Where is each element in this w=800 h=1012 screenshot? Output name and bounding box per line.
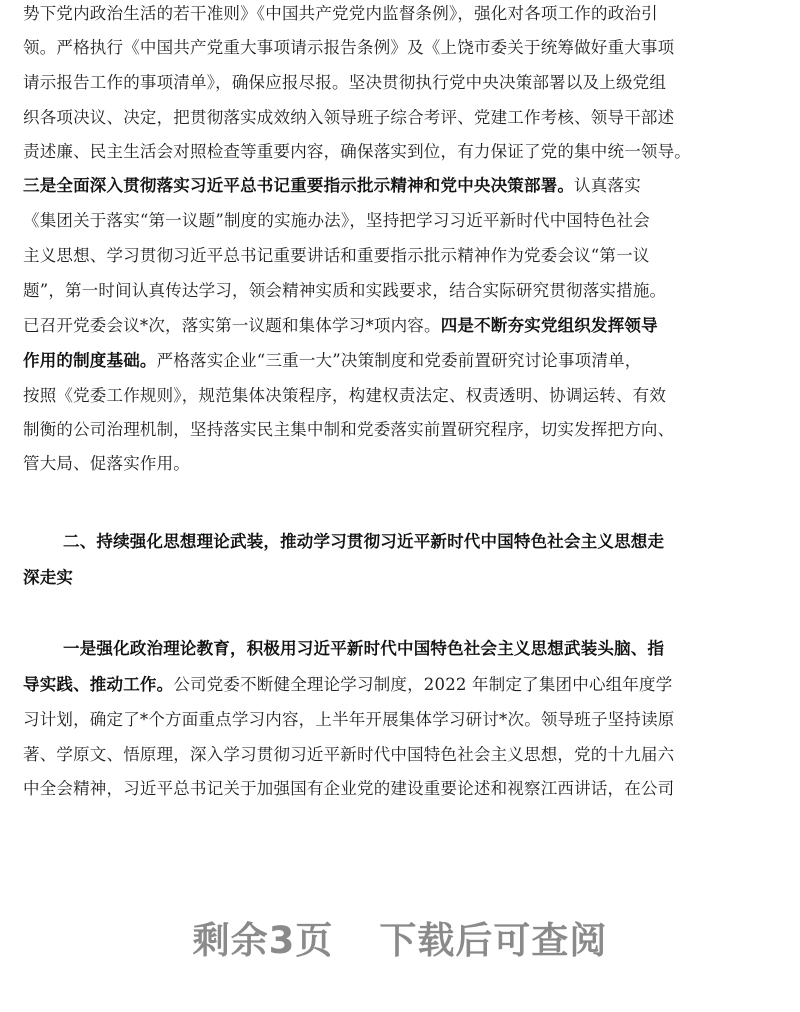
text-line: 织各项决议、决定，把贯彻落实成效纳入领导班子综合考评、党建工作考核、领导干部述 (23, 108, 675, 127)
text-line (63, 637, 664, 661)
bold-run: 一是强化政治理论教育，积极用习近平新时代中国特色社会主义思想武装头脑、指 (63, 639, 665, 658)
text-line: 主义思想、学习贯彻习近平总书记重要讲话和重要指示批示精神作为党委会议“第一议 (23, 246, 650, 265)
text-line: 中全会精神，习近平总书记关于加强国有企业党的建设重要论述和视察江西讲话，在公司 (23, 779, 675, 798)
text-line: 势下党内政治生活的若干准则》《中国共产党党内监督条例》，强化对各项工作的政治引 (23, 4, 658, 23)
text-line: 制衡的公司治理机制，坚持落实民主集中制和党委落实前置研究程序，切实发挥把方向、 (23, 420, 675, 439)
download-to-view-text: 下载后可查阅 (379, 919, 608, 962)
bold-run: 四是不断夯实党组织发挥领导 (440, 316, 658, 335)
text-line: 责述廉、民主生活会对照检查等重要内容，确保落实到位，有力保证了党的集中统一领导。 (23, 142, 691, 161)
bold-run: 三是全面深入贯彻落实习近平总书记重要指示批示精神和党中央决策部署。 (23, 176, 575, 195)
remaining-pages-text: 剩余3页 (192, 919, 334, 962)
text-line: 请示报告工作的事项清单》，确保应报尽报。坚决贯彻执行党中央决策部署以及上级党组 (23, 73, 667, 92)
text-line: 三是全面深入贯彻落实习近平总书记重要指示批示精神和党中央决策部署。认真落实 (23, 176, 641, 195)
bold-run: 导实践、推动工作。 (23, 675, 174, 694)
download-prompt-banner[interactable] (0, 910, 800, 964)
text-line: 导实践、推动工作。公司党委不断健全理论学习制度，2022 年制定了集团中心组年度学 (23, 675, 673, 694)
text-line: 《集团关于落实“第一议题”制度的实施办法》，坚持把学习习近平新时代中国特色社会 (23, 211, 650, 230)
section-heading: 二、持续强化思想理论武装，推动学习贯彻习近平新时代中国特色社会主义思想走 (63, 532, 665, 551)
text-line: 管大局、促落实作用。 (23, 454, 190, 473)
text-line: 题”，第一时间认真传达学习，领会精神实质和实践要求，结合实际研究贯彻落实措施。 (23, 281, 667, 300)
text-line: 著、学原文、悟原理，深入学习贯彻习近平新时代中国特色社会主义思想，党的十九届六 (23, 745, 675, 764)
text-line: 领。严格执行《中国共产党重大事项请示报告条例》及《上饶市委关于统筹做好重大事项 (23, 38, 675, 57)
section-heading-cont: 深走实 (23, 568, 74, 587)
text-line: 已召开党委会议*次，落实第一议题和集体学习*项内容。四是不断夯实党组织发挥领导 (23, 316, 658, 335)
bold-run: 作用的制度基础。 (23, 351, 157, 370)
text-line: 作用的制度基础。严格落实企业“三重一大”决策制度和党委前置研究讨论事项清单， (23, 351, 642, 370)
text-line: 习计划，确定了*个方面重点学习内容，上半年开展集体学习研讨*次。领导班子坚持读原 (23, 710, 675, 729)
text-line: 按照《党委工作规则》，规范集体决策程序，构建权责法定、权责透明、协调运转、有效 (23, 386, 667, 405)
